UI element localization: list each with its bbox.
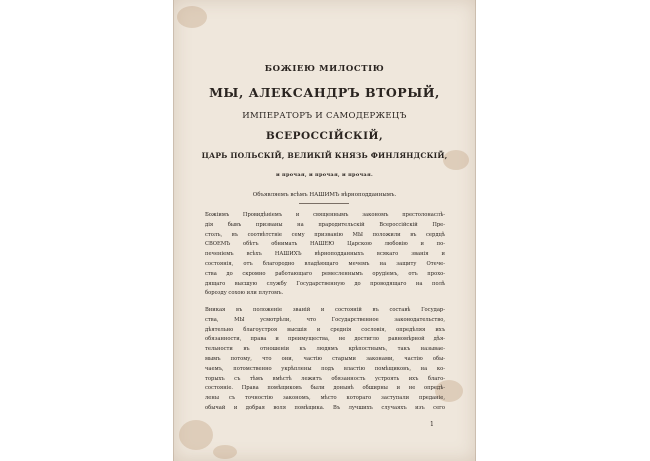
text-line: мымъ потому, что они, частію старыми законами, частію обы- xyxy=(205,355,445,362)
text-line: Божіимъ Провидѣніемъ и священнымъ закономъ престолонаслѣ- xyxy=(205,212,445,218)
text-line: борозду сохою или плугомъ. xyxy=(205,290,284,297)
text-line: печеніемъ всѣхъ НАШИХЪ вѣрноподданныхъ всякаго званія и xyxy=(205,251,445,258)
manifesto-paragraph-2 xyxy=(205,306,445,414)
text-line: лены съ точностію закономъ, мѣсто котораго заступали преданіе, xyxy=(205,395,445,402)
text-line: дящаго высшую службу Государственную до проводящаго на полѣ xyxy=(205,280,445,287)
text-line: чаемъ, потомственно укрѣплены подъ властію помѣщиковъ, на ко- xyxy=(205,365,445,372)
text-line: обязанности, права и преимущества, не достигло равномѣрной дѣя- xyxy=(205,336,445,343)
text-line: торыхъ съ тѣмъ вмѣстѣ лежитъ обязанность устроять ихъ благо- xyxy=(205,375,445,382)
manifesto-paragraph-1 xyxy=(205,211,445,299)
heading-announcement: Объявляемъ всѣмъ НАШИМЪ вѣрноподданнымъ. xyxy=(252,192,397,198)
text-line: состоянія, отъ благородно владѣющаго мечемъ на защиту Отече- xyxy=(205,260,445,267)
text-line: дѣятельно благоустроя высшія и среднія сословія, опредѣляя ихъ xyxy=(205,326,445,333)
heading-etc: и прочая, и прочая, и прочая. xyxy=(275,172,373,178)
page-number: 1 xyxy=(430,421,434,428)
heading-alexander-ii: МЫ, АЛЕКСАНДРЪ ВТОРЫЙ, xyxy=(209,85,440,100)
text-line: состояніе. Права помѣщиковъ были донынѣ обширны и не опредѣ- xyxy=(205,385,445,392)
heading-grace-of-god: БОЖІЕЮ МИЛОСТІЮ xyxy=(264,64,385,74)
heading-tsar-of-poland: ЦАРЬ ПОЛЬСКІЙ, ВЕЛИКІЙ КНЯЗЬ ФИНЛЯНДСКІЙ, xyxy=(201,151,448,160)
text-line: дія бывъ призваны на прародительскій Всероссійскій Пре- xyxy=(205,221,445,228)
text-line: ства до скромно работающаго ремесленнымъ орудіемъ, отъ прохо- xyxy=(205,270,445,277)
text-line: столъ, въ соотвѣтствіе сему призванію МЫ положили въ сердцѣ xyxy=(205,231,445,238)
text-line: ства, МЫ усмотрѣли, что Государственное законодательство, xyxy=(205,316,445,323)
text-line: Вникая въ положеніе званій и состояній въ составѣ Государ- xyxy=(205,307,445,313)
text-line: тельности въ отношеніи къ людямъ крѣпостнымъ, такъ называе- xyxy=(205,346,445,353)
text-line: обычай и добрая воля помѣщика. Въ лучшихъ случаяхъ изъ сего xyxy=(205,404,445,411)
heading-all-russian: ВСЕРОССІЙСКІЙ, xyxy=(265,130,384,142)
heading-emperor-autocrat: ИМПЕРАТОРЪ И САМОДЕРЖЕЦЪ xyxy=(242,111,407,121)
divider xyxy=(299,203,349,204)
document-page xyxy=(173,0,476,461)
text-line: СВОЕМЪ обѣтъ обнимать НАШЕЮ Царскою любовію и по- xyxy=(205,241,445,248)
